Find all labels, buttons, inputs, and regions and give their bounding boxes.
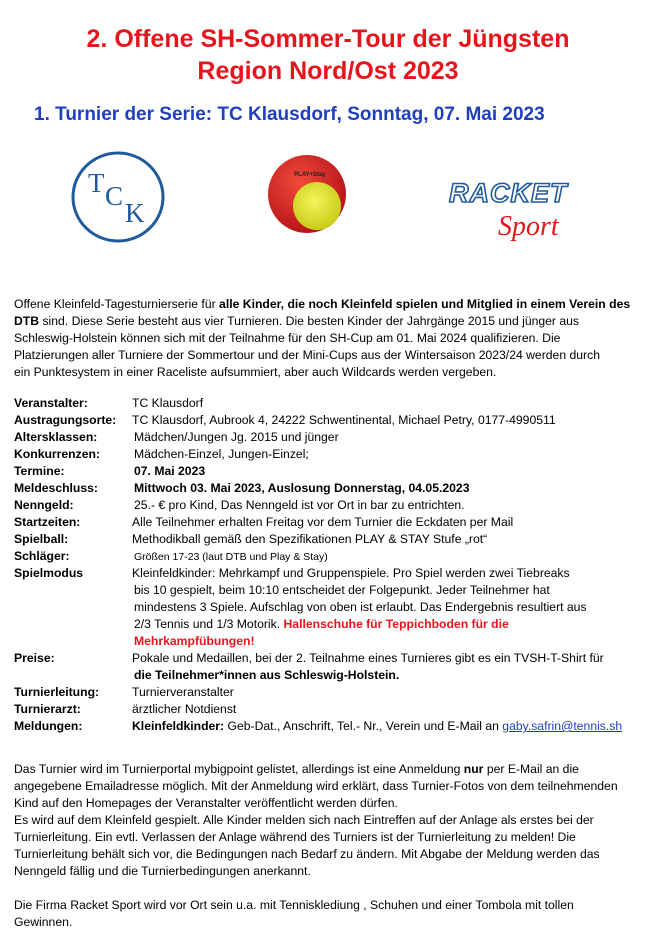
ball-brand-text: PLAY+Stay	[294, 172, 326, 178]
label: Spielball:	[14, 532, 69, 546]
page-title-line2: Region Nord/Ost 2023	[197, 57, 459, 85]
label: Konkurrenzen:	[14, 447, 100, 461]
outro-l4: Es wird auf dem Kleinfeld gespielt. Alle Kinder melden sich nach Eintreffen auf der Anlage als erstes bei der	[14, 813, 594, 827]
value-b: Geb-Dat., Anschrift, Tel.- Nr., Verein und E-Mail an	[224, 719, 503, 733]
intro-paragraph	[14, 296, 644, 381]
tck-logo	[73, 153, 163, 241]
value: TC Klausdorf	[132, 396, 204, 410]
outro-l8: Die Firma Racket Sport wird vor Ort sein u.a. mit Tennisklediung , Schuhen und einer Tombola mit tollen	[14, 898, 574, 912]
label: Turnierleitung:	[14, 685, 100, 699]
play-stay-ball-logo	[268, 155, 346, 233]
outro-l6: Turnierleitung behält sich vor, die Bedingungen nach Bedarf zu ändern. Mit Abgabe der Meldung werden das	[14, 847, 600, 861]
value: 07. Mai 2023	[134, 464, 206, 478]
email-link[interactable]: gaby.safrin@tennis.sh	[502, 719, 623, 733]
intro-l3: Schleswig-Holstein können sich mit der Teilnahme für den SH-Cup am 01. Mai 2024 qualifizieren. Die	[14, 331, 561, 345]
label: Preise:	[14, 651, 55, 665]
intro-l1b: alle Kinder, die noch Kleinfeld spielen und Mitglied in einem Verein des	[219, 297, 631, 311]
label: Altersklassen:	[14, 430, 98, 444]
outro-l1c: per E-Mail an die	[483, 762, 579, 776]
tck-letter-c: C	[105, 181, 124, 211]
outro-l2: angegebene Emailadresse möglich. Mit der Anmeldung wird erklärt, dass Turnier-Fotos von dem teilnehmenden	[14, 779, 618, 793]
value: Alle Teilnehmer erhalten Freitag vor dem Turnier die Eckdaten per Mail	[132, 515, 514, 529]
page-subtitle: 1. Turnier der Serie: TC Klausdorf, Sonntag, 07. Mai 2023	[34, 104, 545, 125]
sport-word: Sport	[498, 211, 559, 242]
label: Spielmodus	[14, 566, 84, 580]
outro-l5: Turnierleitung. Ein evtl. Verlassen der Anlage während des Turniers ist der Turnierleitung zu melden! Die	[14, 830, 576, 844]
value-line1: Pokale und Medaillen, bei der 2. Teilnahme eines Turnieres gibt es ein TVSH-T-Shirt für	[132, 651, 604, 665]
value: Turnierveranstalter	[132, 685, 234, 699]
intro-l2b: sind. Diese Serie besteht aus vier Turnieren. Die besten Kinder der Jahrgänge 2015 und jünger aus	[39, 314, 580, 328]
label: Schläger:	[14, 549, 70, 563]
outro-l9: Gewinnen.	[14, 915, 73, 929]
value: 25.- € pro Kind, Das Nenngeld ist vor Ort in bar zu entrichten.	[134, 498, 465, 512]
value-line1: Kleinfeldkinder: Mehrkampf und Gruppenspiele. Pro Spiel werden zwei Tiebreaks	[132, 566, 570, 580]
value-line2: bis 10 gespielt, beim 10:10 entscheidet der Folgepunkt. Jeder Teilnehmer hat	[134, 583, 550, 597]
racket-word: RACKET	[449, 178, 568, 208]
intro-l1a: Offene Kleinfeld-Tagesturnierserie für	[14, 297, 220, 311]
label: Veranstalter:	[14, 396, 88, 410]
intro-l2a: DTB	[14, 314, 40, 328]
outro-l7: Nenngeld fällig und die Turnierbedingungen anerkannt.	[14, 864, 311, 878]
value-line4a: 2/3 Tennis und 1/3 Motorik.	[134, 617, 284, 631]
logo-row	[0, 150, 656, 250]
label: Nenngeld:	[14, 498, 74, 512]
value: Größen 17-23 (laut DTB und Play & Stay)	[134, 551, 328, 563]
value: Methodikball gemäß den Spezifikationen PLAY & STAY Stufe „rot“	[132, 532, 488, 546]
logos-svg	[0, 150, 656, 250]
label: Termine:	[14, 464, 65, 478]
value-line2: die Teilnehmer*innen aus Schleswig-Holstein.	[134, 668, 400, 682]
intro-l4: Platzierungen aller Turniere der Sommertour und der Mini-Cups aus der Wintersaison 2023/24 werden durch	[14, 348, 600, 362]
value: Mädchen-Einzel, Jungen-Einzel;	[134, 447, 309, 461]
label: Meldungen:	[14, 719, 83, 733]
page-title-line1: 2. Offene SH-Sommer-Tour der Jüngsten	[86, 25, 570, 53]
outro-l3: Kind auf den Homepages der Veranstalter veröffentlicht werden dürfen.	[14, 796, 398, 810]
value: Mädchen/Jungen Jg. 2015 und jünger	[134, 430, 339, 444]
value: TC Klausdorf, Aubrook 4, 24222 Schwentinental, Michael Petry, 0177-4990511	[132, 413, 556, 427]
intro-l5: ein Punktesystem in einer Raceliste aufsummiert, aber auch Wildcards werden vergeben.	[14, 365, 497, 379]
tck-letter-k: K	[125, 198, 145, 228]
label: Turnierarzt:	[14, 702, 81, 716]
tck-letter-t: T	[88, 168, 105, 198]
value-line4b: Hallenschuhe für Teppichboden für die	[283, 617, 509, 631]
value: Mittwoch 03. Mai 2023, Auslosung Donnerstag, 04.05.2023	[134, 481, 470, 495]
outro-l1b: nur	[463, 762, 484, 776]
value: ärztlicher Notdienst	[132, 702, 237, 716]
label: Meldeschluss:	[14, 481, 98, 495]
label: Austragungsorte:	[14, 413, 117, 427]
outro-l1a: Das Turnier wird im Turnierportal mybigpoint gelistet, allerdings ist eine Anmeldung	[14, 762, 464, 776]
value-a: Kleinfeldkinder:	[132, 719, 225, 733]
value-line5: Mehrkampfübungen!	[134, 634, 255, 648]
outro-paragraph	[14, 761, 644, 931]
racket-sport-logo	[449, 178, 569, 242]
value-line3: mindestens 3 Spiele. Aufschlag von oben ist erlaubt. Das Endergebnis resultiert aus	[134, 600, 587, 614]
label: Startzeiten:	[14, 515, 81, 529]
